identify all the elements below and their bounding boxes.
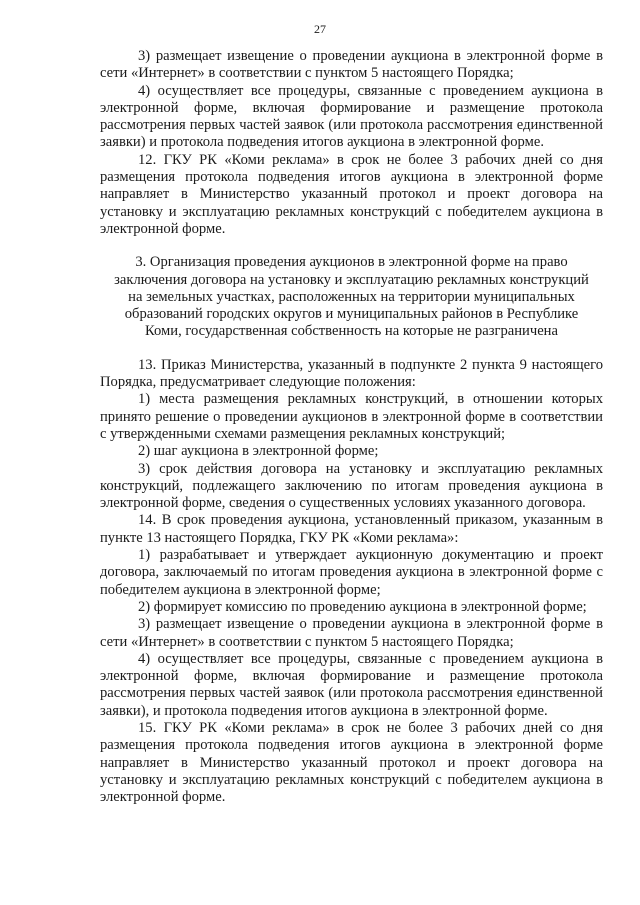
paragraph: 4) осуществляет все процедуры, связанные с проведением аукциона в электронной форме, включая формирование и размещение протокола рассмотрения первых частей заявок (или протокола рассмотрения единственной заявки), и протокола подведения итогов аукциона в электронной форме. — [100, 650, 603, 719]
paragraph: 2) формирует комиссию по проведению аукциона в электронной форме; — [138, 598, 587, 615]
paragraph: 14. В срок проведения аукциона, установленный приказом, указанным в пункте 13 настоящего Порядка, ГКУ РК «Коми реклама»: — [100, 512, 603, 546]
paragraph: 3) срок действия договора на установку и эксплуатацию рекламных конструкций, подлежащего заключению по итогам проведения аукциона в электронной форме, сведения о существенных условиях указанного договора. — [100, 460, 603, 512]
page-number: 27 — [314, 22, 326, 36]
section-heading: 3. Организация проведения аукционов в электронной форме на право заключения договора на установку и эксплуатацию рекламных конструкций на земельных участках, расположенных на территории муниципальных образований городских округов и муниципальных районов в Республике Коми, государственная собственность на которые не разграничена — [114, 254, 589, 340]
paragraph: 4) осуществляет все процедуры, связанные с проведением аукциона в электронной форме, включая формирование и размещение протокола рассмотрения первых частей заявок (или протокола рассмотрения единственной заявки) и протокола подведения итогов аукциона в электронной форме. — [100, 82, 603, 151]
paragraph: 15. ГКУ РК «Коми реклама» в срок не более 3 рабочих дней со дня размещения протокола подведения итогов аукциона в электронной форме направляет в Министерство указанный протокол и проект договора на установку и эксплуатацию рекламных конструкций с победителем аукциона в электронной форме. — [100, 719, 603, 806]
document-body — [100, 48, 603, 806]
paragraph: 1) разрабатывает и утверждает аукционную документацию и проект договора, заключаемый по итогам проведения аукциона в электронной форме с победителем аукциона в электронной форме; — [100, 547, 603, 598]
paragraph: 3) размещает извещение о проведении аукциона в электронной форме в сети «Интернет» в соответствии с пунктом 5 настоящего Порядка; — [100, 48, 603, 82]
paragraph: 12. ГКУ РК «Коми реклама» в срок не более 3 рабочих дней со дня размещения протокола подведения итогов аукциона в электронной форме направляет в Министерство указанный протокол и проект договора на установку и эксплуатацию рекламных конструкций с победителем аукциона в электронной форме. — [100, 151, 603, 237]
paragraph: 1) места размещения рекламных конструкций, в отношении которых принято решение о проведении аукционов в электронной форме в соответствии с утвержденными схемами размещения рекламных конструкций; — [100, 391, 603, 442]
paragraph: 13. Приказ Министерства, указанный в подпункте 2 пункта 9 настоящего Порядка, предусматривает следующие положения: — [100, 356, 603, 391]
paragraph: 2) шаг аукциона в электронной форме; — [138, 443, 379, 460]
paragraph: 3) размещает извещение о проведении аукциона в электронной форме в сети «Интернет» в соответствии с пунктом 5 настоящего Порядка; — [100, 616, 603, 650]
